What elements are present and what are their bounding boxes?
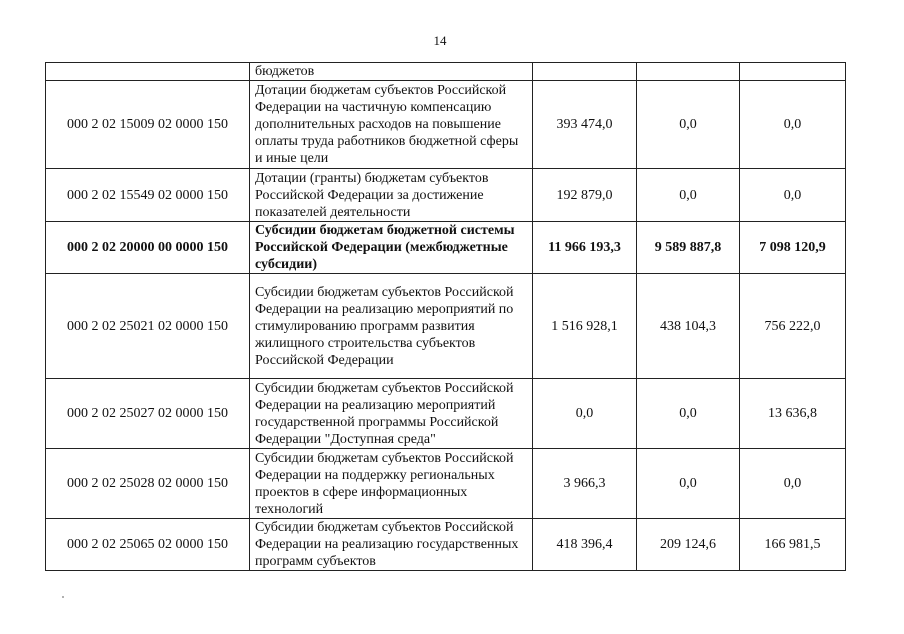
- row-value-2025: 438 104,3: [637, 274, 740, 379]
- table-row: [46, 222, 846, 274]
- row-value-2025: 9 589 887,8: [637, 222, 740, 274]
- table-row: [46, 519, 846, 571]
- row-name: Субсидии бюджетам субъектов Российской Федерации на реализацию мероприятий государственной программы Российской Федерации "Доступная среда": [250, 379, 533, 449]
- row-value-2024: 1 516 928,1: [533, 274, 637, 379]
- row-name: Субсидии бюджетам субъектов Российской Федерации на реализацию мероприятий по стимулированию программ развития жилищного строительства субъектов Российской Федерации: [250, 274, 533, 379]
- row-name: Дотации (гранты) бюджетам субъектов Российской Федерации за достижение показателей деятельности: [250, 169, 533, 222]
- row-value-2024: 418 396,4: [533, 519, 637, 571]
- table-row: [46, 169, 846, 222]
- row-code: 000 2 02 25065 02 0000 150: [46, 519, 250, 571]
- table-row: [46, 274, 846, 379]
- row-code: 000 2 02 15009 02 0000 150: [46, 81, 250, 169]
- row-value-2024: 11 966 193,3: [533, 222, 637, 274]
- scan-speck: [62, 596, 64, 598]
- table-row: [46, 63, 846, 81]
- row-name: Субсидии бюджетам бюджетной системы Российской Федерации (межбюджетные субсидии): [250, 222, 533, 274]
- row-name: Субсидии бюджетам субъектов Российской Федерации на поддержку региональных проектов в сфере информационных технологий: [250, 449, 533, 519]
- row-value-2025: 0,0: [637, 81, 740, 169]
- row-code: 000 2 02 25028 02 0000 150: [46, 449, 250, 519]
- row-value-2026: 0,0: [740, 449, 846, 519]
- page-number: 14: [433, 33, 447, 48]
- table-row: [46, 379, 846, 449]
- row-value-2026: 756 222,0: [740, 274, 846, 379]
- row-code: 000 2 02 25027 02 0000 150: [46, 379, 250, 449]
- row-value-2024: [533, 63, 637, 81]
- row-value-2025: 0,0: [637, 169, 740, 222]
- row-value-2026: [740, 63, 846, 81]
- row-code: 000 2 02 20000 00 0000 150: [46, 222, 250, 274]
- row-value-2026: 7 098 120,9: [740, 222, 846, 274]
- row-value-2026: 166 981,5: [740, 519, 846, 571]
- row-name: Субсидии бюджетам субъектов Российской Федерации на реализацию государственных программ субъектов: [250, 519, 533, 571]
- row-value-2024: 3 966,3: [533, 449, 637, 519]
- row-value-2025: [637, 63, 740, 81]
- row-value-2025: 0,0: [637, 379, 740, 449]
- table-row: [46, 81, 846, 169]
- row-value-2025: 209 124,6: [637, 519, 740, 571]
- budget-table: [45, 62, 846, 571]
- row-code: [46, 63, 250, 81]
- table-row: [46, 449, 846, 519]
- row-value-2024: 192 879,0: [533, 169, 637, 222]
- row-value-2026: 0,0: [740, 169, 846, 222]
- row-value-2026: 13 636,8: [740, 379, 846, 449]
- row-value-2024: 393 474,0: [533, 81, 637, 169]
- row-value-2025: 0,0: [637, 449, 740, 519]
- row-code: 000 2 02 25021 02 0000 150: [46, 274, 250, 379]
- row-code: 000 2 02 15549 02 0000 150: [46, 169, 250, 222]
- row-name: бюджетов: [250, 63, 533, 81]
- row-value-2024: 0,0: [533, 379, 637, 449]
- row-value-2026: 0,0: [740, 81, 846, 169]
- row-name: Дотации бюджетам субъектов Российской Федерации на частичную компенсацию дополнительных расходов на повышение оплаты труда работников бюджетной сферы и иные цели: [250, 81, 533, 169]
